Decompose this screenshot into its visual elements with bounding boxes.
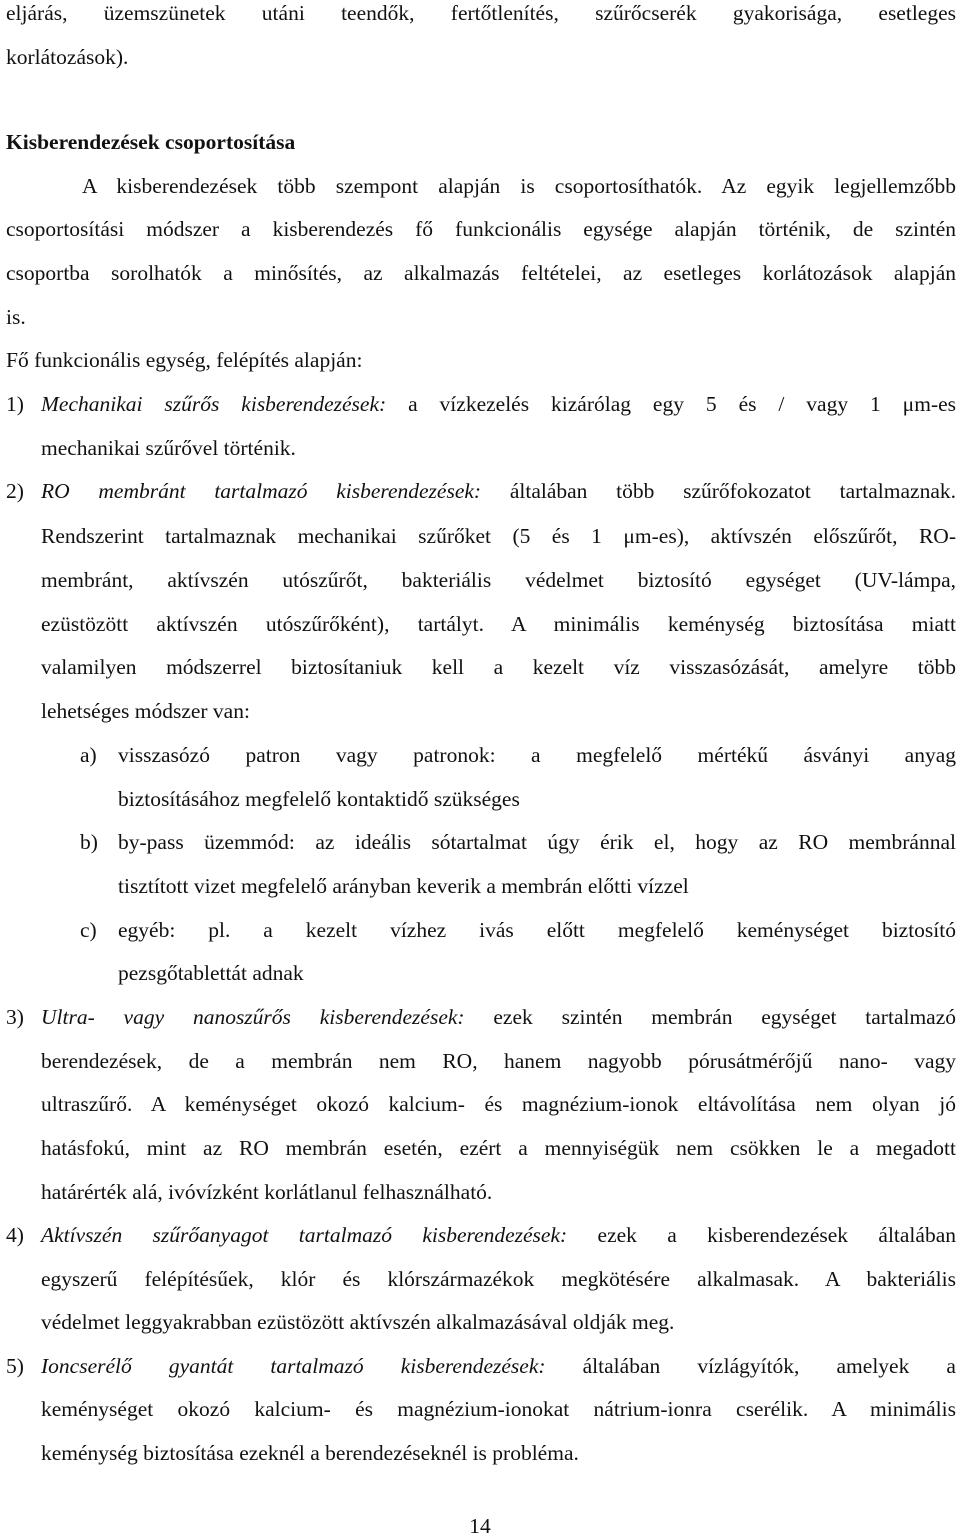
list-item-line: keménységet okozó kalcium- és magnézium-ionokat nátrium-ionra cserélik. A minimális [41,1397,956,1421]
list-item-line: lehetséges módszer van: [41,699,250,723]
list-item-title: Ioncserélő gyantát tartalmazó kisberendezések: [41,1354,546,1378]
sub-item-label: b) [80,830,98,854]
paragraph-line: csoportosítási módszer a kisberendezés fő funkcionális egysége alapján történik, de szintén [6,217,956,241]
list-item-number: 1) [6,392,24,416]
list-item-text: a vízkezelés kizárólag egy 5 és / vagy 1 μm-es [408,392,957,416]
intro-line: eljárás, üzemszünetek utáni teendők, fertőtlenítés, szűrőcserék gyakorisága, esetleges [6,1,956,25]
list-item-title: RO membránt tartalmazó kisberendezések: [41,479,482,503]
list-item-number: 5) [6,1354,24,1378]
list-item-text: ezek a kisberendezések általában [597,1223,956,1247]
list-item-line [41,1222,956,1248]
list-item-line [41,478,956,504]
sub-item-line: by-pass üzemmód: az ideális sótartalmat úgy érik el, hogy az RO membránnal [118,830,956,854]
list-item-number: 3) [6,1005,24,1029]
sub-item-line: tisztított vizet megfelelő arányban keverik a membrán előtti vízzel [118,874,689,898]
paragraph-line: A kisberendezések több szempont alapján is csoportosíthatók. Az egyik legjellemzőbb [82,174,956,198]
list-item-title: Mechanikai szűrős kisberendezések: [41,392,387,416]
list-item-line: ultraszűrő. A keménységet okozó kalcium- és magnézium-ionok eltávolítása nem olyan jó [41,1092,956,1116]
list-item-line: valamilyen módszerrel biztosítaniuk kell a kezelt víz visszasózását, amelyre több [41,655,956,679]
sub-item-line: visszasózó patron vagy patronok: a megfelelő mértékű ásványi anyag [118,743,956,767]
section-heading: Kisberendezések csoportosítása [6,130,296,154]
list-item-number: 2) [6,479,24,503]
sub-item-line: biztosításához megfelelő kontaktidő szükséges [118,787,520,811]
list-item-text: általában több szűrőfokozatot tartalmaznak. [509,479,956,503]
sub-item-label: a) [80,743,97,767]
list-item-line [41,1353,956,1379]
list-item-line: hatásfokú, mint az RO membrán esetén, ezért a mennyiségük nem csökken le a megadott [41,1136,956,1160]
list-item-title: Ultra- vagy nanoszűrős kisberendezések: [41,1005,465,1029]
list-item-title: Aktívszén szűrőanyagot tartalmazó kisberendezések: [41,1223,568,1247]
list-item-line: védelmet leggyakrabban ezüstözött aktívszén alkalmazásával oldják meg. [41,1310,675,1334]
paragraph-line: is. [6,305,26,329]
sub-item-line: pezsgőtablettát adnak [118,961,304,985]
list-item-line: ezüstözött aktívszén utószűrőként), tartályt. A minimális keménység biztosítása miatt [41,612,956,636]
list-item-line: berendezések, de a membrán nem RO, hanem nagyobb pórusátmérőjű nano- vagy [41,1049,956,1073]
intro-line: korlátozások). [6,45,129,69]
list-item-line [41,1004,956,1030]
list-item-line: membránt, aktívszén utószűrőt, bakteriális védelmet biztosító egységet (UV-lámpa, [41,568,956,592]
sub-item-line: egyéb: pl. a kezelt vízhez ivás előtt megfelelő keménységet biztosító [118,918,956,942]
paragraph-line: csoportba sorolhatók a minősítés, az alkalmazás feltételei, az esetleges korlátozások alapján [6,261,956,285]
list-item-line: egyszerű felépítésűek, klór és klórszármazékok megkötésére alkalmasak. A bakteriális [41,1267,956,1291]
list-item-line: Rendszerint tartalmaznak mechanikai szűrőket (5 és 1 μm-es), aktívszén előszűrőt, RO- [41,524,956,548]
subheading: Fő funkcionális egység, felépítés alapján: [6,348,363,372]
list-item-text: ezek szintén membrán egységet tartalmazó [493,1005,957,1029]
list-item-line: mechanikai szűrővel történik. [41,436,296,460]
page-number: 14 [469,1514,491,1538]
sub-item-label: c) [80,918,97,942]
list-item-line [41,391,956,417]
list-item-number: 4) [6,1223,24,1247]
list-item-text: általában vízlágyítók, amelyek a [582,1354,956,1378]
list-item-line: határérték alá, ivóvízként korlátlanul felhasználható. [41,1180,493,1204]
list-item-line: keménység biztosítása ezeknél a berendezéseknél is probléma. [41,1441,579,1465]
